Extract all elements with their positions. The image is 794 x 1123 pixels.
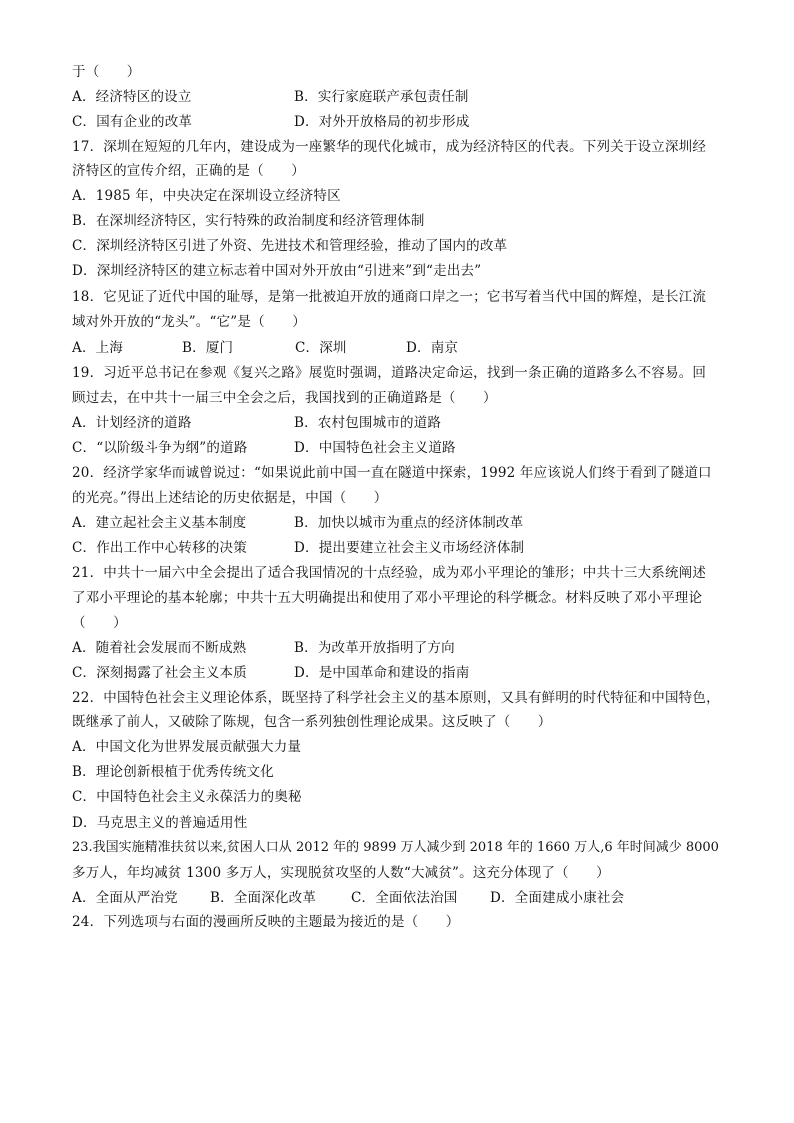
q22-option-a[interactable]: A．中国文化为世界发展贡献强大力量	[72, 739, 302, 755]
q18-options-row	[72, 336, 732, 360]
q21-option-b[interactable]: B．为改革开放指明了方向	[294, 640, 455, 656]
q23-options-row	[72, 886, 732, 910]
q23-option-a[interactable]: A．全面从严治党	[72, 890, 178, 906]
q17-option-a[interactable]: A．1985 年，中央决定在深圳设立经济特区	[72, 188, 341, 204]
q21-option-d[interactable]: D．是中国革命和建设的指南	[294, 665, 470, 681]
q19-option-d[interactable]: D．中国特色社会主义道路	[294, 440, 456, 456]
q17-option-b[interactable]: B．在深圳经济特区，实行特殊的政治制度和经济管理体制	[72, 213, 425, 229]
q16-option-d[interactable]: D．对外开放格局的初步形成	[294, 114, 470, 130]
q18-stem-line1: 18．它见证了近代中国的耻辱，是第一批被迫开放的通商口岸之一；它书写着当代中国的辉煌，是长江流	[72, 289, 707, 305]
q19-options-row2	[72, 436, 732, 460]
q17-stem-line1: 17．深圳在短短的几年内，建设成为一座繁华的现代化城市，成为经济特区的代表。下列关于设立深圳经	[72, 139, 707, 155]
q21-option-c[interactable]: C．深刻揭露了社会主义本质	[72, 665, 247, 681]
q21-options-row1	[72, 636, 732, 660]
q23-option-b[interactable]: B．全面深化改革	[210, 890, 317, 906]
q23-option-d[interactable]: D．全面建成小康社会	[490, 890, 625, 906]
q21-options-row2	[72, 661, 732, 685]
q16-options-row2	[72, 110, 732, 134]
q18-stem-line2: 域对外开放的“龙头”。“它”是（ ）	[72, 314, 306, 330]
q16-stem: 于（ ）	[72, 64, 141, 80]
q20-options-row2	[72, 536, 732, 560]
q22-stem-line1: 22．中国特色社会主义理论体系，既坚持了科学社会主义的基本原则，又具有鲜明的时代特征和中国特色，	[72, 690, 720, 706]
q16-options-row1	[72, 85, 732, 109]
q19-stem-line2: 顾过去，在中共十一届三中全会之后，我国找到的正确道路是（ ）	[72, 390, 497, 406]
q22-option-b[interactable]: B．理论创新根植于优秀传统文化	[72, 764, 274, 780]
q18-option-c[interactable]: C．深圳	[295, 340, 347, 356]
q23-stem-line1: 23.我国实施精准扶贫以来,贫困人口从 2012 年的 9899 万人减少到 2018 年的 1660 万人,6 年时间减少 8000	[72, 840, 719, 855]
q20-option-b[interactable]: B．加快以城市为重点的经济体制改革	[294, 515, 524, 531]
q18-option-b[interactable]: B．厦门	[182, 340, 234, 356]
q20-option-d[interactable]: D．提出要建立社会主义市场经济体制	[294, 540, 525, 556]
q19-options-row1	[72, 411, 732, 435]
q19-option-a[interactable]: A．计划经济的道路	[72, 415, 192, 431]
q22-stem-line2: 既继承了前人，又破除了陈规，包含一系列独创性理论成果。这反映了（ ）	[72, 714, 552, 730]
q21-option-a[interactable]: A．随着社会发展而不断成熟	[72, 640, 247, 656]
q19-stem-line1: 19．习近平总书记在参观《复兴之路》展览时强调，道路决定命运，找到一条正确的道路多么不容易。回	[72, 365, 707, 381]
q16-option-b[interactable]: B．实行家庭联产承包责任制	[294, 89, 469, 105]
q22-option-c[interactable]: C．中国特色社会主义永葆活力的奥秘	[72, 789, 302, 805]
q23-option-c[interactable]: C．全面依法治国	[351, 890, 458, 906]
q23-stem-line2: 多万人，年均减贫 1300 多万人，实现脱贫攻坚的人数“大减贫”。这充分体现了（ ）	[72, 865, 610, 881]
q19-option-b[interactable]: B．农村包围城市的道路	[294, 415, 442, 431]
q16-option-c[interactable]: C．国有企业的改革	[72, 114, 193, 130]
q18-option-d[interactable]: D．南京	[406, 340, 459, 356]
q20-option-a[interactable]: A．建立起社会主义基本制度	[72, 515, 247, 531]
q19-option-c[interactable]: C．“以阶级斗争为纲”的道路	[72, 440, 248, 456]
q20-stem-line1: 20．经济学家华而诚曾说过：“如果说此前中国一直在隧道中探索，1992 年应该说人们终于看到了隧道口	[72, 465, 712, 481]
q21-stem-line2: 了邓小平理论的基本轮廓；中共十五大明确提出和使用了邓小平理论的科学概念。材料反映了邓小平理论	[72, 590, 703, 606]
q21-stem-line3: （ ）	[72, 615, 127, 631]
q22-option-d[interactable]: D．马克思主义的普遍适用性	[72, 815, 248, 831]
q16-option-a[interactable]: A．经济特区的设立	[72, 89, 192, 105]
q24-stem-line1: 24．下列选项与右面的漫画所反映的主题最为接近的是（ ）	[72, 914, 460, 930]
q21-stem-line1: 21．中共十一届六中全会提出了适合我国情况的十点经验，成为邓小平理论的雏形；中共十三大系统阐述	[72, 565, 707, 581]
q20-stem-line2: 的光亮。”得出上述结论的历史依据是，中国（ ）	[72, 490, 388, 506]
q18-option-a[interactable]: A．上海	[72, 340, 124, 356]
q20-option-c[interactable]: C．作出工作中心转移的决策	[72, 540, 247, 556]
q17-option-c[interactable]: C．深圳经济特区引进了外资、先进技术和管理经验，推动了国内的改革	[72, 238, 508, 254]
q17-stem-line2: 济特区的宣传介绍，正确的是（ ）	[72, 163, 305, 179]
q17-option-d[interactable]: D．深圳经济特区的建立标志着中国对外开放由“引进来”到“走出去”	[72, 263, 482, 279]
q20-options-row1	[72, 511, 732, 535]
